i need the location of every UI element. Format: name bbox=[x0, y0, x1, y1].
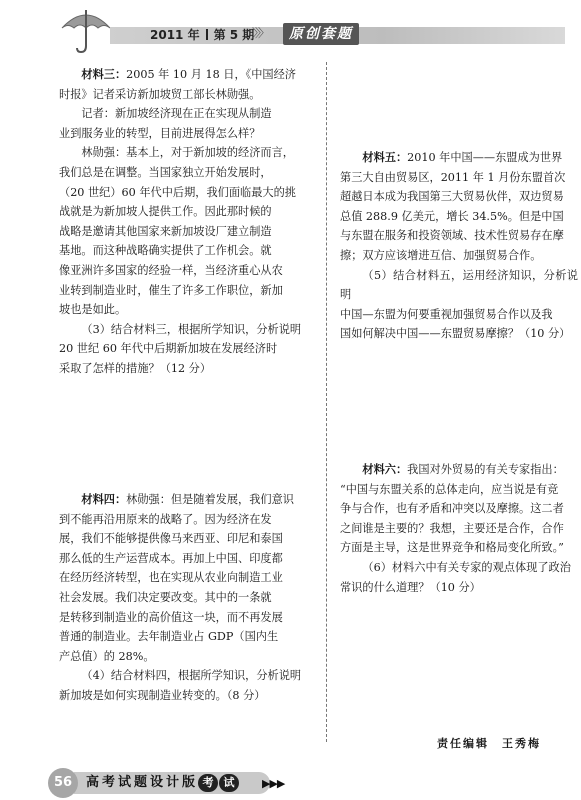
question-6-line: （6）材料六中有关专家的观点体现了政治 bbox=[362, 560, 571, 574]
material-3-line: 记者：新加坡经济现在正在实现从制造 bbox=[81, 107, 272, 121]
umbrella-icon bbox=[58, 6, 114, 54]
responsible-editor: 责任编辑 王秀梅 bbox=[437, 737, 541, 750]
column-brand: 原创套题 bbox=[283, 23, 359, 45]
material-4 bbox=[59, 490, 312, 706]
material-3-line: 战略是邀请其他国家来新加坡设厂建立制造 bbox=[59, 224, 272, 238]
question-3-line: 采取了怎样的措施？（12 分） bbox=[59, 361, 212, 375]
page-footer bbox=[0, 764, 581, 800]
material-3-line: 坡也是如此。 bbox=[59, 303, 127, 317]
material-3-line: 林勋强：基本上，对于新加坡的经济而言， bbox=[81, 146, 294, 160]
column-divider bbox=[326, 62, 327, 742]
material-5-line: 第三大自由贸易区，2011 年 1 月份东盟首次 bbox=[340, 170, 566, 184]
question-6-line: 常识的什么道理？（10 分） bbox=[340, 580, 481, 594]
material-6-label: 材料六： bbox=[362, 462, 408, 476]
material-4-line: 在经历经济转型，也在实现从农业向制造工业 bbox=[59, 571, 283, 585]
material-6-line: 材料六：我国对外贸易的有关专家指出： bbox=[362, 462, 564, 476]
question-5-line: （5）结合材料五，运用经济知识，分析说明 bbox=[340, 268, 578, 302]
material-3-line: 战就是为新加坡人提供工作。因此那时候的 bbox=[59, 205, 272, 219]
material-4-line: 社会发展。我们决定要改变。其中的一条就 bbox=[59, 590, 272, 604]
page-number: 56 bbox=[48, 768, 78, 798]
material-4-line: 展，我们不能够提供像马来西亚、印尼和泰国 bbox=[59, 532, 283, 546]
arrows-icon: ▶▶▶ bbox=[262, 777, 285, 790]
footer-badge-kao: 考 bbox=[198, 774, 218, 792]
material-6 bbox=[340, 460, 578, 597]
question-4-line: （4）结合材料四，根据所学知识，分析说明 bbox=[81, 669, 302, 683]
material-3-line: 材料三：2005 年 10 月 18 日，《中国经济 bbox=[81, 67, 296, 81]
material-3-label: 材料三： bbox=[81, 67, 127, 81]
material-6-line: 之间谁是主要的？我想，主要还是合作，合作 bbox=[340, 521, 564, 535]
question-4-line: 新加坡是如何实现制造业转变的。（8 分） bbox=[59, 688, 266, 702]
issue-number: 第 5 期 bbox=[213, 28, 255, 42]
material-5-line: 与东盟在服务和投资领域、技术性贸易存在摩 bbox=[340, 229, 564, 243]
material-4-line: 那么低的生产运营成本。再加上中国、印度都 bbox=[59, 551, 283, 565]
material-3 bbox=[59, 65, 312, 379]
material-4-label: 材料四： bbox=[81, 492, 127, 506]
material-4-line: 产总值）的 28%。 bbox=[59, 649, 155, 663]
issue-separator bbox=[206, 29, 208, 40]
footer-title-text: 高考试题设计版 bbox=[86, 775, 199, 790]
material-5 bbox=[340, 148, 578, 344]
footer-title bbox=[86, 772, 240, 794]
material-3-line: 业转到制造业时，催生了许多工作职位，新加 bbox=[59, 283, 283, 297]
page-header bbox=[0, 0, 581, 52]
material-3-line: （20 世纪）60 年代中后期，我们面临最大的挑 bbox=[59, 185, 296, 199]
question-3-line: 20 世纪 60 年代中后期新加坡在发展经济时 bbox=[59, 342, 278, 356]
material-4-line: 材料四：林勋强：但是随着发展，我们意识 bbox=[81, 492, 294, 506]
material-3-line: 时报》记者采访新加坡贸工部长林勋强。 bbox=[59, 87, 261, 101]
question-3-line: （3）结合材料三，根据所学知识，分析说明 bbox=[81, 322, 302, 336]
chevrons-icon: 〉〉〉 bbox=[252, 26, 268, 40]
material-3-line: 业到服务业的转型，目前进展得怎么样？ bbox=[59, 126, 261, 140]
issue-info bbox=[150, 24, 254, 46]
question-5-line: 中国—东盟为何要重视加强贸易合作以及我 bbox=[340, 307, 553, 321]
issue-year: 2011 年 bbox=[150, 28, 200, 42]
material-6-line: 方面是主导，这是世界竞争和格局变化所致。” bbox=[340, 541, 564, 555]
material-6-line: “中国与东盟关系的总体走向，应当说是有竞 bbox=[340, 482, 559, 496]
material-3-line: 基地。而这种战略确实提供了工作机会。就 bbox=[59, 244, 272, 258]
question-5-line: 国如何解决中国——东盟贸易摩擦？（10 分） bbox=[340, 327, 571, 341]
material-5-line: 总值 288.9 亿美元，增长 34.5%。但是中国 bbox=[340, 209, 564, 223]
material-4-line: 到不能再沿用原来的战略了。因为经济在发 bbox=[59, 512, 272, 526]
material-5-line: 材料五：2010 年中国——东盟成为世界 bbox=[362, 150, 563, 164]
material-4-line: 是转移到制造业的高价值这一块，而不再发展 bbox=[59, 610, 283, 624]
material-3-line: 像亚洲许多国家的经验一样，当经济重心从农 bbox=[59, 263, 283, 277]
material-3-line: 我们总是在调整。当国家独立开始发展时， bbox=[59, 165, 272, 179]
material-4-line: 普通的制造业。去年制造业占 GDP（国内生 bbox=[59, 630, 279, 644]
footer-badge-shi: 试 bbox=[219, 774, 239, 792]
material-5-label: 材料五： bbox=[362, 150, 408, 164]
material-5-line: 超越日本成为我国第三大贸易伙伴，双边贸易 bbox=[340, 190, 564, 204]
material-6-line: 争与合作，也有矛盾和冲突以及摩擦。这二者 bbox=[340, 502, 564, 516]
material-5-line: 擦；双方应该增进互信、加强贸易合作。 bbox=[340, 248, 542, 262]
